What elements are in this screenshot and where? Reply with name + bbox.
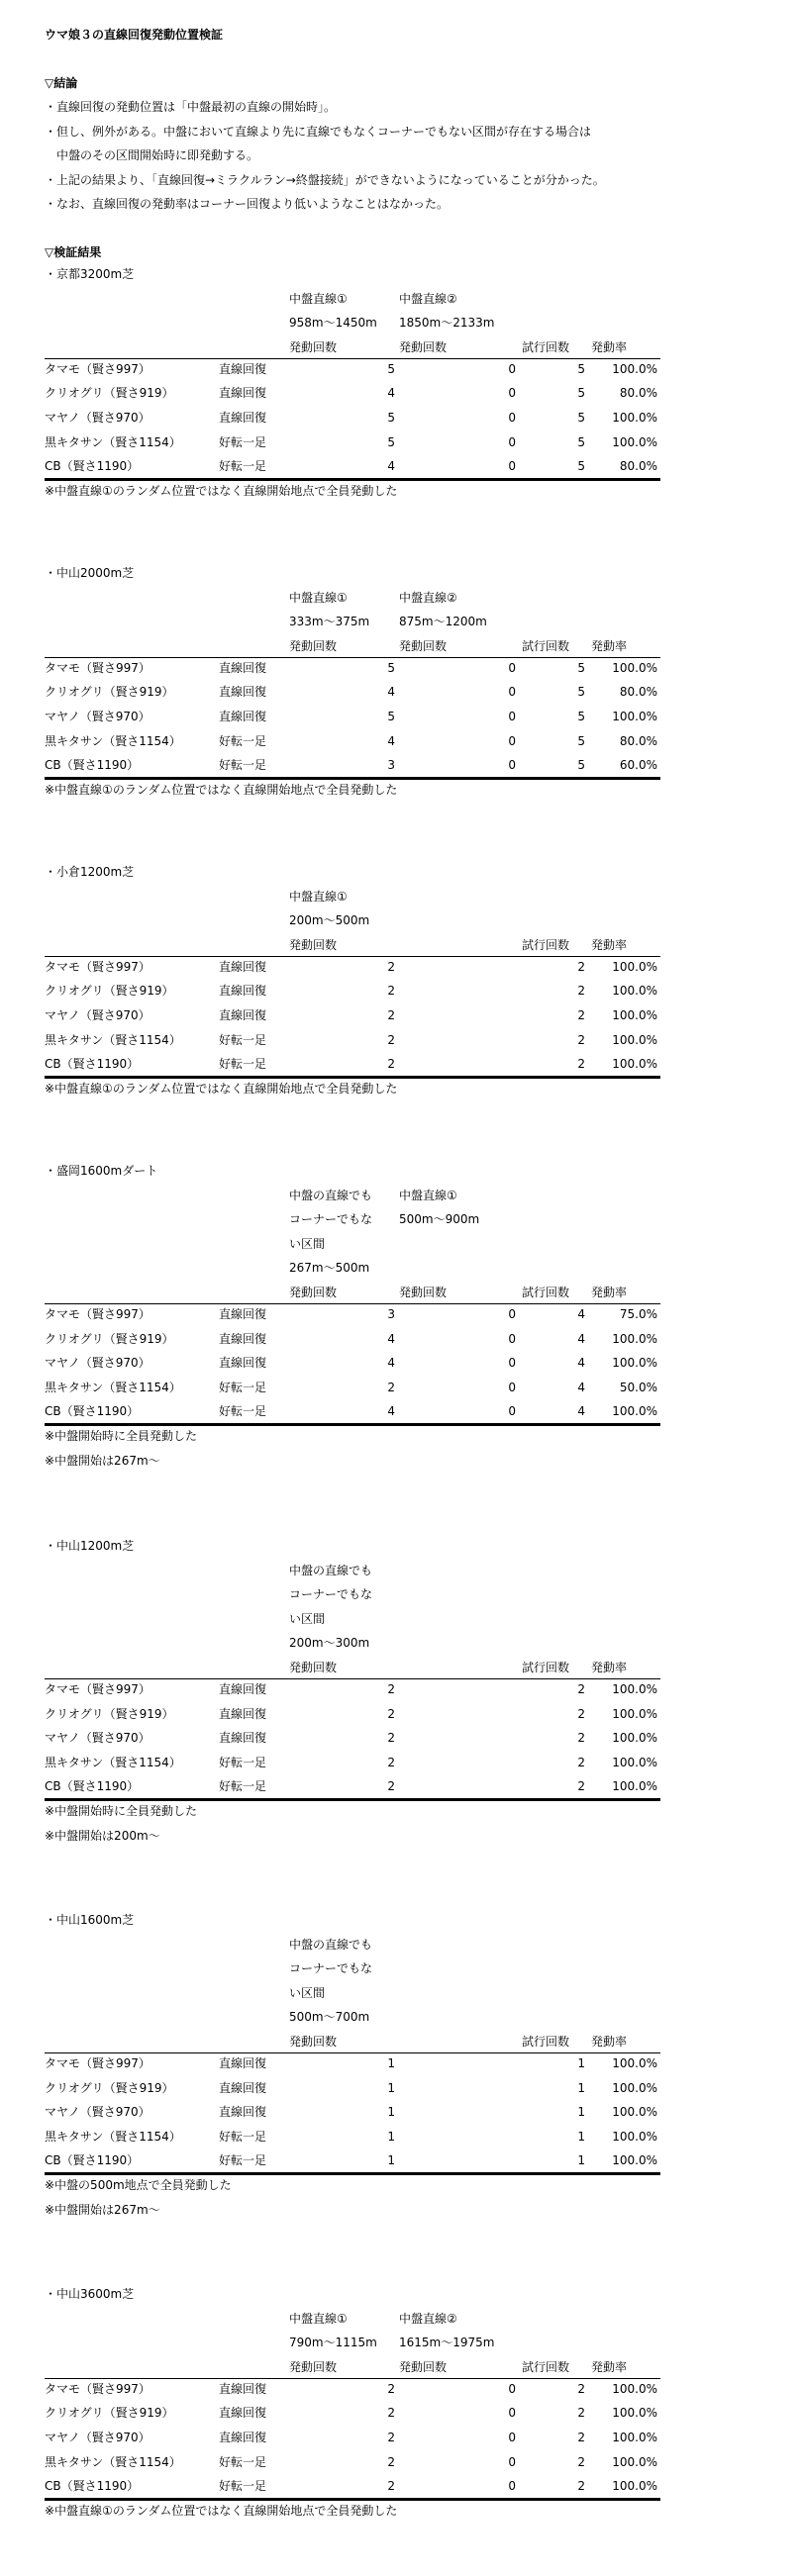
column-header: 中盤の直線でも [289,1563,373,1577]
table-row-uma: マヤノ（賢さ970） [45,710,150,723]
table-row-skill: 好転一足 [219,758,267,773]
section-note: ※中盤開始は267m～ [45,2202,160,2217]
section-note: ※中盤開始時に全員発動した [45,1804,198,1818]
table-bottom-rule [45,2172,660,2175]
trials-label: 試行回数 [522,1661,570,1674]
table-cell-count: 0 [508,685,516,700]
table-row-skill: 好転一足 [219,2479,267,2494]
table-cell-count: 4 [387,1356,395,1371]
table-cell-trials: 2 [577,2454,585,2469]
table-row-uma: クリオグリ（賢さ919） [45,1331,174,1346]
table-row-uma: マヤノ（賢さ970） [45,2431,150,2444]
table-cell-count: 0 [508,2406,516,2421]
count-label: 発動回数 [289,1286,338,1299]
table-cell-count: 2 [387,1755,395,1769]
table-row-skill: 好転一足 [219,2454,267,2469]
table-row-skill: 直線回復 [219,2381,267,2396]
table-cell-trials: 2 [577,2431,585,2444]
table-cell-rate: 100.0% [612,984,657,999]
table-cell-rate: 100.0% [612,2153,657,2168]
section-title: ・中山1200m芝 [45,1539,135,1553]
table-row-uma: タマモ（賢さ997） [45,660,150,675]
section-note: ※中盤直線①のランダム位置ではなく直線開始地点で全員発動した [45,1081,398,1096]
table-cell-rate: 80.0% [619,386,657,401]
table-row-skill: 直線回復 [219,1731,267,1746]
table-cell-trials: 2 [577,1008,585,1022]
conclusion-line: ・直線回復の発動位置は「中盤最初の直線の開始時」。 [45,100,337,114]
table-cell-count: 0 [508,2479,516,2494]
table-cell-count: 1 [387,2153,395,2168]
table-cell-trials: 2 [577,959,585,974]
section-title: ・中山3600m芝 [45,2287,135,2301]
table-row-skill: 直線回復 [219,1706,267,1721]
table-cell-count: 2 [387,1779,395,1794]
table-row-uma: タマモ（賢さ997） [45,2056,150,2070]
table-cell-count: 0 [508,660,516,675]
table-cell-count: 0 [508,1356,516,1371]
table-cell-trials: 4 [577,1307,585,1321]
table-row-uma: クリオグリ（賢さ919） [45,2406,174,2421]
column-header: 200m～500m [289,913,370,928]
table-row-skill: 直線回復 [219,1356,267,1371]
table-row-uma: クリオグリ（賢さ919） [45,984,174,999]
table-cell-count: 2 [387,1731,395,1746]
table-cell-rate: 60.0% [619,758,657,773]
table-cell-rate: 75.0% [619,1307,657,1321]
table-cell-count: 0 [508,459,516,474]
table-cell-rate: 50.0% [619,1380,657,1394]
trials-label: 試行回数 [522,339,570,354]
column-header: 500m～700m [289,2010,370,2025]
rate-label: 発動率 [591,638,628,653]
table-cell-trials: 2 [577,1755,585,1769]
table-cell-trials: 2 [577,1057,585,1072]
table-cell-trials: 5 [577,758,585,773]
table-cell-count: 4 [387,1331,395,1346]
table-cell-count: 2 [387,1706,395,1721]
table-row-uma: CB（賢さ1190） [45,459,140,474]
table-cell-rate: 100.0% [612,1779,657,1794]
table-bottom-rule [45,777,660,780]
table-cell-count: 1 [387,2129,395,2144]
table-row-uma: 黒キタサン（賢さ1154） [45,1032,181,1047]
table-cell-count: 2 [387,2479,395,2494]
table-row-uma: マヤノ（賢さ970） [45,1731,150,1746]
table-row-skill: 直線回復 [219,2056,267,2070]
table-cell-count: 1 [387,2056,395,2070]
table-row-skill: 直線回復 [219,2080,267,2095]
table-cell-trials: 5 [577,386,585,401]
column-header: 958m～1450m [289,316,377,331]
rate-label: 発動率 [591,339,628,354]
table-cell-count: 1 [387,2080,395,2095]
table-row-skill: 直線回復 [219,2105,267,2120]
table-cell-rate: 100.0% [612,1008,657,1022]
table-cell-count: 2 [387,1380,395,1394]
section-note: ※中盤開始は200m～ [45,1828,160,1843]
table-row-uma: 黒キタサン（賢さ1154） [45,733,181,748]
table-cell-trials: 1 [577,2105,585,2120]
count-label: 発動回数 [399,638,448,653]
table-cell-trials: 2 [577,1682,585,1696]
table-cell-count: 0 [508,1331,516,1346]
table-cell-count: 0 [508,710,516,723]
table-cell-rate: 80.0% [619,733,657,748]
count-label: 発動回数 [289,339,338,354]
table-cell-rate: 100.0% [612,2129,657,2144]
table-cell-rate: 100.0% [612,1032,657,1047]
table-row-skill: 好転一足 [219,434,267,449]
table-bottom-rule [45,2498,660,2501]
table-cell-rate: 100.0% [612,1731,657,1746]
column-header: 中盤の直線でも [289,1188,373,1202]
table-cell-count: 2 [387,1682,395,1696]
table-row-skill: 好転一足 [219,733,267,748]
column-header: 中盤直線② [399,2311,457,2326]
table-cell-rate: 100.0% [612,2406,657,2421]
table-row-skill: 直線回復 [219,411,267,425]
rate-label: 発動率 [591,937,628,952]
table-cell-rate: 100.0% [612,2105,657,2120]
table-cell-rate: 80.0% [619,685,657,700]
table-row-skill: 好転一足 [219,1404,267,1419]
column-header: 790m～1115m [289,2336,377,2350]
table-cell-trials: 1 [577,2153,585,2168]
table-top-rule [45,1303,660,1304]
table-cell-count: 2 [387,1008,395,1022]
table-cell-trials: 2 [577,984,585,999]
count-label: 発動回数 [289,638,338,653]
table-row-skill: 直線回復 [219,1682,267,1696]
table-cell-trials: 5 [577,459,585,474]
table-row-skill: 直線回復 [219,2406,267,2421]
section-title: ・京都3200m芝 [45,267,135,281]
table-cell-count: 2 [387,984,395,999]
table-row-skill: 直線回復 [219,2431,267,2444]
table-cell-count: 0 [508,434,516,449]
table-cell-trials: 5 [577,361,585,376]
column-header: 1615m～1975m [399,2336,495,2350]
trials-label: 試行回数 [522,2359,570,2374]
table-cell-count: 3 [387,758,395,773]
table-top-rule [45,1678,660,1679]
table-cell-trials: 5 [577,411,585,425]
section-note: ※中盤直線①のランダム位置ではなく直線開始地点で全員発動した [45,782,398,797]
table-row-skill: 好転一足 [219,1032,267,1047]
table-cell-trials: 2 [577,1032,585,1047]
column-header: 200m～300m [289,1636,370,1651]
table-cell-rate: 100.0% [612,361,657,376]
count-label: 発動回数 [289,937,338,952]
table-cell-trials: 5 [577,710,585,723]
table-cell-rate: 100.0% [612,2454,657,2469]
conclusion-line: ・但し、例外がある。中盤において直線より先に直線でもなくコーナーでもない区間が存在する場合は [45,125,592,139]
table-row-uma: 黒キタサン（賢さ1154） [45,2129,181,2144]
table-row-uma: CB（賢さ1190） [45,758,140,773]
table-row-uma: クリオグリ（賢さ919） [45,685,174,700]
column-header: い区間 [289,1236,326,1251]
table-cell-count: 0 [508,758,516,773]
table-cell-count: 4 [387,386,395,401]
table-row-skill: 直線回復 [219,984,267,999]
conclusion-heading: ▽結論 [45,76,78,90]
conclusion-line: ・なお、直線回復の発動率はコーナー回復より低いようなことはなかった。 [45,197,450,211]
table-row-uma: CB（賢さ1190） [45,2153,140,2168]
table-cell-count: 0 [508,361,516,376]
conclusion-line: ・上記の結果より、「直線回復→ミラクルラン→終盤接続」ができないようになっていることが分かった。 [45,173,605,187]
section-title: ・中山1600m芝 [45,1913,135,1927]
table-top-rule [45,2378,660,2379]
table-row-uma: 黒キタサン（賢さ1154） [45,1380,181,1394]
table-cell-rate: 100.0% [612,1682,657,1696]
column-header: コーナーでもな [289,1961,373,1976]
table-row-uma: クリオグリ（賢さ919） [45,1706,174,1721]
table-row-uma: 黒キタサン（賢さ1154） [45,1755,181,1769]
table-cell-count: 4 [387,459,395,474]
table-row-skill: 好転一足 [219,1380,267,1394]
column-header: 333m～375m [289,615,370,629]
table-cell-count: 5 [387,361,395,376]
table-cell-count: 0 [508,2381,516,2396]
table-row-uma: タマモ（賢さ997） [45,1682,150,1696]
count-label: 発動回数 [289,1661,338,1674]
table-row-uma: 黒キタサン（賢さ1154） [45,2454,181,2469]
table-row-uma: CB（賢さ1190） [45,1779,140,1794]
table-cell-count: 0 [508,2431,516,2444]
table-cell-trials: 2 [577,1706,585,1721]
table-cell-count: 2 [387,2431,395,2444]
column-header: 中盤の直線でも [289,1937,373,1952]
section-note: ※中盤開始時に全員発動した [45,1429,198,1443]
column-header: 267m～500m [289,1261,370,1276]
column-header: 中盤直線① [289,291,348,306]
rate-label: 発動率 [591,2035,628,2049]
column-header: 875m～1200m [399,615,487,629]
table-row-skill: 好転一足 [219,2129,267,2144]
table-cell-trials: 1 [577,2129,585,2144]
table-row-uma: タマモ（賢さ997） [45,2381,150,2396]
table-row-uma: タマモ（賢さ997） [45,959,150,974]
count-label: 発動回数 [399,339,448,354]
table-cell-rate: 100.0% [612,2479,657,2494]
table-cell-trials: 1 [577,2080,585,2095]
table-row-skill: 好転一足 [219,1779,267,1794]
table-row-uma: 黒キタサン（賢さ1154） [45,434,181,449]
table-cell-rate: 100.0% [612,2381,657,2396]
table-row-skill: 直線回復 [219,685,267,700]
table-cell-count: 1 [387,2105,395,2120]
table-row-skill: 好転一足 [219,1057,267,1072]
table-cell-trials: 2 [577,1731,585,1746]
table-cell-trials: 4 [577,1380,585,1394]
table-cell-rate: 100.0% [612,710,657,723]
section-note: ※中盤直線①のランダム位置ではなく直線開始地点で全員発動した [45,2503,398,2518]
column-header: 500m～900m [399,1212,480,1227]
count-label: 発動回数 [289,2359,338,2374]
column-header: 中盤直線① [399,1188,457,1202]
table-cell-count: 3 [387,1307,395,1321]
column-header: コーナーでもな [289,1212,373,1227]
table-cell-trials: 4 [577,1404,585,1419]
table-cell-rate: 100.0% [612,434,657,449]
table-row-skill: 好転一足 [219,1755,267,1769]
table-row-skill: 直線回復 [219,1307,267,1321]
table-cell-count: 5 [387,411,395,425]
table-bottom-rule [45,1798,660,1801]
table-cell-rate: 100.0% [612,2056,657,2070]
table-row-uma: CB（賢さ1190） [45,2479,140,2494]
table-row-uma: クリオグリ（賢さ919） [45,386,174,401]
trials-label: 試行回数 [522,1286,570,1299]
table-row-uma: CB（賢さ1190） [45,1057,140,1072]
count-label: 発動回数 [289,2035,338,2049]
column-header: い区間 [289,1611,326,1626]
table-cell-count: 0 [508,2454,516,2469]
table-cell-trials: 5 [577,733,585,748]
table-cell-rate: 100.0% [612,1057,657,1072]
section-note: ※中盤開始は267m～ [45,1453,160,1468]
table-cell-trials: 5 [577,434,585,449]
table-cell-count: 4 [387,685,395,700]
table-cell-trials: 2 [577,1779,585,1794]
table-cell-trials: 2 [577,2406,585,2421]
section-title: ・小倉1200m芝 [45,865,135,879]
table-row-uma: マヤノ（賢さ970） [45,2105,150,2120]
table-cell-count: 5 [387,660,395,675]
table-row-uma: マヤノ（賢さ970） [45,1008,150,1022]
column-header: 中盤直線① [289,2311,348,2326]
table-cell-rate: 100.0% [612,1404,657,1419]
table-cell-count: 4 [387,733,395,748]
table-cell-count: 4 [387,1404,395,1419]
section-title: ・盛岡1600mダート [45,1164,158,1178]
table-top-rule [45,956,660,957]
column-header: 1850m～2133m [399,316,495,331]
table-cell-count: 0 [508,1307,516,1321]
rate-label: 発動率 [591,2359,628,2374]
count-label: 発動回数 [399,1286,448,1299]
table-cell-count: 2 [387,959,395,974]
table-cell-trials: 2 [577,2381,585,2396]
table-cell-count: 0 [508,386,516,401]
table-top-rule [45,2052,660,2053]
table-row-skill: 好転一足 [219,2153,267,2168]
table-bottom-rule [45,478,660,481]
table-cell-count: 5 [387,710,395,723]
trials-label: 試行回数 [522,638,570,653]
table-cell-rate: 100.0% [612,2431,657,2444]
table-row-skill: 直線回復 [219,361,267,376]
table-row-uma: マヤノ（賢さ970） [45,1356,150,1371]
table-bottom-rule [45,1423,660,1426]
results-heading: ▽検証結果 [45,245,102,259]
table-cell-count: 0 [508,1380,516,1394]
table-cell-count: 2 [387,2381,395,2396]
trials-label: 試行回数 [522,2035,570,2049]
table-row-skill: 好転一足 [219,459,267,474]
table-bottom-rule [45,1076,660,1079]
table-row-skill: 直線回復 [219,386,267,401]
table-row-skill: 直線回復 [219,1008,267,1022]
table-row-uma: クリオグリ（賢さ919） [45,2080,174,2095]
column-header: 中盤直線① [289,889,348,904]
table-cell-trials: 1 [577,2056,585,2070]
table-cell-trials: 2 [577,2479,585,2494]
table-cell-rate: 80.0% [619,459,657,474]
rate-label: 発動率 [591,1286,628,1299]
table-row-uma: タマモ（賢さ997） [45,1307,150,1321]
column-header: 中盤直線① [289,590,348,605]
table-cell-trials: 5 [577,685,585,700]
table-cell-rate: 100.0% [612,411,657,425]
column-header: い区間 [289,1985,326,2000]
table-cell-count: 5 [387,434,395,449]
table-cell-count: 2 [387,2454,395,2469]
table-row-uma: マヤノ（賢さ970） [45,411,150,425]
table-row-skill: 直線回復 [219,1331,267,1346]
table-row-skill: 直線回復 [219,710,267,723]
table-cell-rate: 100.0% [612,1706,657,1721]
conclusion-line: 中盤のその区間開始時に即発動する。 [45,148,259,162]
rate-label: 発動率 [591,1661,628,1674]
table-cell-trials: 4 [577,1356,585,1371]
table-cell-trials: 5 [577,660,585,675]
column-header: コーナーでもな [289,1587,373,1602]
column-header: 中盤直線② [399,291,457,306]
table-cell-count: 0 [508,733,516,748]
table-cell-rate: 100.0% [612,660,657,675]
table-row-uma: タマモ（賢さ997） [45,361,150,376]
table-cell-rate: 100.0% [612,1331,657,1346]
trials-label: 試行回数 [522,937,570,952]
table-cell-count: 2 [387,2406,395,2421]
table-top-rule [45,657,660,658]
section-note: ※中盤の500m地点で全員発動した [45,2178,232,2192]
table-cell-count: 0 [508,411,516,425]
table-row-skill: 直線回復 [219,660,267,675]
table-cell-rate: 100.0% [612,959,657,974]
section-note: ※中盤直線①のランダム位置ではなく直線開始地点で全員発動した [45,483,398,498]
table-row-skill: 直線回復 [219,959,267,974]
table-cell-rate: 100.0% [612,1356,657,1371]
table-cell-rate: 100.0% [612,1755,657,1769]
page-title: ウマ娘３の直線回復発動位置検証 [45,28,224,42]
section-title: ・中山2000m芝 [45,566,135,580]
table-top-rule [45,358,660,359]
column-header: 中盤直線② [399,590,457,605]
table-cell-count: 0 [508,1404,516,1419]
table-row-uma: CB（賢さ1190） [45,1404,140,1419]
count-label: 発動回数 [399,2359,448,2374]
table-cell-rate: 100.0% [612,2080,657,2095]
table-cell-count: 2 [387,1057,395,1072]
table-cell-trials: 4 [577,1331,585,1346]
table-cell-count: 2 [387,1032,395,1047]
